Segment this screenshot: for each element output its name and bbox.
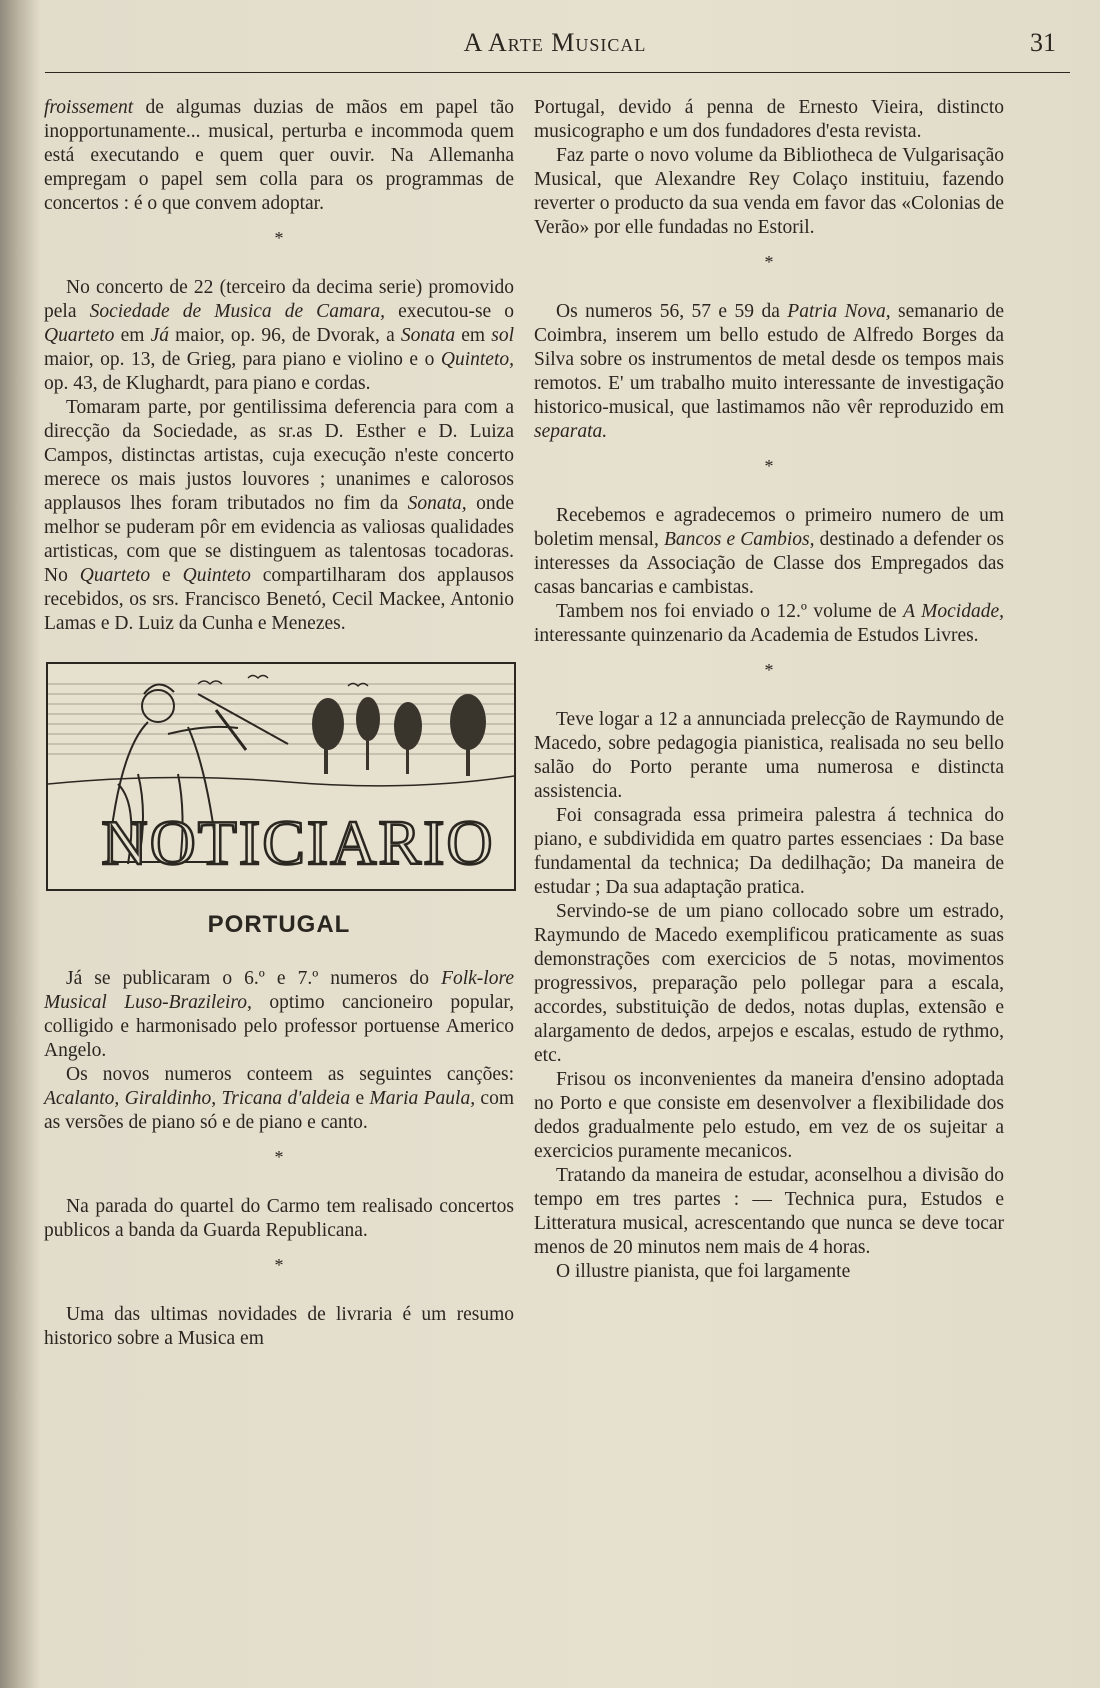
section-separator-star: * [764, 252, 774, 272]
paragraph-pianista: O illustre pianista, que foi largamente [556, 1261, 851, 1282]
paragraph-preleccao: Teve logar a 12 a annunciada prelecção de Raymundo de Macedo, sobre pedagogia pianistica, realisada no seu bello salão do Porto perante uma numerosa e distincta assistencia. [534, 709, 1004, 802]
header-rule [45, 72, 1070, 73]
italic-term: froissement [44, 97, 134, 118]
section-separator-star: * [764, 660, 774, 680]
section-separator-star: * [764, 456, 774, 476]
text: executou-se o [385, 301, 515, 322]
italic-text: Folk-lore Musical Luso-Brazileiro, [44, 968, 514, 1013]
text: e [150, 565, 183, 586]
paragraph: Portugal, devido á penna de Ernesto Vieira, distincto musicographo e um dos fundadores d'esta revista. [534, 97, 1004, 142]
paragraph-performers [44, 396, 514, 636]
left-column [44, 96, 514, 1351]
italic-text: Maria Paula, [369, 1088, 476, 1109]
italic-text: Sonata [400, 325, 456, 346]
right-column [534, 96, 1004, 1284]
noticiario-banner-illustration [46, 662, 516, 891]
paragraph-estudar: Tratando da maneira de estudar, aconselhou a divisão do tempo em tres partes : — Technica pura, Estudos e Litteratura musical, acrescentando que nunca se deve tocar menos de 20 minutos nem mais de 4 horas. [534, 1165, 1004, 1258]
text: maior, op. 96, de Dvorak, a [168, 325, 401, 346]
text: optimo cancioneiro popular, colligido e harmonisado pelo professor portuense Americo Angelo. [44, 992, 514, 1061]
section-heading-portugal: PORTUGAL [207, 911, 351, 938]
text: Recebemos e agradecemos o primeiro numero de um boletim mensal, [534, 505, 1004, 550]
banner-word: NOTICIARIO [101, 807, 495, 878]
paragraph-mocidade [534, 600, 1004, 648]
text: em [114, 325, 151, 346]
running-head [40, 24, 1070, 64]
text: e [350, 1088, 370, 1109]
paragraph-concerto [44, 276, 514, 396]
paragraph-text: de algumas duzias de mãos em papel tão inopportunamente... musical, perturba e incommoda quem está executando e quem quer ouvir. Na Allemanha empregam o papel sem colla para os programmas de concertos : é o que convem adoptar. [44, 97, 514, 214]
section-separator-star: * [274, 1147, 284, 1167]
section-separator-star: * [274, 228, 284, 248]
paragraph [44, 96, 514, 216]
italic-text: Quinteto, [440, 349, 514, 370]
text: Já se publicaram o 6.º e 7.º numeros do [66, 968, 442, 989]
paragraph-bibliotheca: Faz parte o novo volume da Bibliotheca de Vulgarisação Musical, que Alexandre Rey Colaço instituiu, fazendo reverter o producto da sua venda em favor das «Colonias de Verão» por elle fundadas no Estoril. [534, 145, 1004, 238]
italic-text: Quinteto [182, 565, 251, 586]
italic-text: Sonata, [407, 493, 467, 514]
italic-text: A Mocidade, [903, 601, 1005, 622]
paragraph-guarda: Na parada do quartel do Carmo tem realisado concertos publicos a banda da Guarda Republicana. [44, 1196, 514, 1241]
running-title: A Arte Musical [463, 28, 647, 57]
italic-text: separata. [534, 421, 608, 442]
italic-text: Sociedade de Musica de Camara, [89, 301, 385, 322]
italic-text: Acalanto, Giraldinho, Tricana d'aldeia [44, 1088, 351, 1109]
paragraph-technica: Foi consagrada essa primeira palestra á technica do piano, e subdividida em quatro partes essenciaes : Da base fundamental da technica; Da dedilhação; Da maneira de estudar ; Da sua adaptação pratica. [534, 805, 1004, 898]
italic-text: Quarteto [44, 325, 115, 346]
italic-text: sol [491, 325, 514, 346]
text: destinado a defender os interesses da Associação de Classe dos Empregados das casas bancarias e cambistas. [534, 529, 1005, 598]
text: No concerto de 22 (terceiro da decima serie) promovido pela [44, 277, 514, 322]
paragraph-livraria: Uma das ultimas novidades de livraria é um resumo historico sobre a Musica em [44, 1304, 514, 1349]
text: maior, op. 13, de Grieg, para piano e violino e o [44, 349, 441, 370]
text: Tomaram parte, por gentilissima deferencia para com a direcção da Sociedade, as sr.as D. Esther e D. Luiza Campos, distinctas artistas, cuja execução n'este concerto merece os mais justos louvores ; unanimes e calorosos applausos lhes foram tributados no fim da [44, 397, 514, 514]
paragraph-inconvenientes: Frisou os inconvenientes da maneira d'ensino adoptada no Porto e que consiste em desenvolver a flexibilidade dos dedos gradualmente pelo estudo, em vez de os sujeitar a exercicios puramente mecanicos. [534, 1069, 1004, 1162]
text: Os novos numeros conteem as seguintes canções: [66, 1064, 514, 1085]
page-number: 31 [1030, 28, 1056, 57]
text: op. 43, de Klughardt, para piano e cordas. [44, 373, 371, 394]
italic-text: Quarteto [79, 565, 151, 586]
paragraph-patria-nova [534, 300, 1004, 444]
text: em [455, 325, 492, 346]
paragraph-cancoes [44, 1063, 514, 1135]
text: com as versões de piano só e de piano e canto. [44, 1088, 514, 1133]
italic-text: Bancos e Cambios, [663, 529, 815, 550]
text: semanario de Coimbra, inserem um bello estudo de Alfredo Borges da Silva sobre os instrumentos de metal desde os tempos mais remotos. E' um trabalho muito interessante de investigação historico-musical, que lastimamos não vêr reproduzido em [534, 301, 1004, 418]
section-separator-star: * [274, 1255, 284, 1275]
paragraph-bancos [534, 504, 1004, 600]
text: Os numeros 56, 57 e 59 da [556, 301, 788, 322]
text: interessante quinzenario da Academia de Estudos Livres. [534, 625, 979, 646]
text: compartilharam dos applausos recebidos, os srs. Francisco Benetó, Cecil Mackee, Antonio Lamas e D. Luiz da Cunha e Menezes. [44, 565, 514, 634]
paragraph-folklore [44, 967, 514, 1063]
italic-text: Já [150, 325, 169, 346]
paragraph-exercicios: Servindo-se de um piano collocado sobre um estrado, Raymundo de Macedo exemplificou praticamente as suas demonstrações com exercicios de 5 notas, movimentos progressivos, preparação pelo pollegar para a escala, accordes, substituição de dedos, notas duplas, extensão e alargamento de dedos, arpejos e escalas, estudo de rythmo, etc. [534, 901, 1004, 1066]
italic-text: Patria Nova, [787, 301, 891, 322]
banner-engraving [48, 664, 514, 889]
text: onde melhor se puderam pôr em evidencia as valiosas qualidades artisticas, com que se distinguem as talentosas tocadoras. No [44, 493, 514, 586]
text: Tambem nos foi enviado o 12.º volume de [556, 601, 904, 622]
